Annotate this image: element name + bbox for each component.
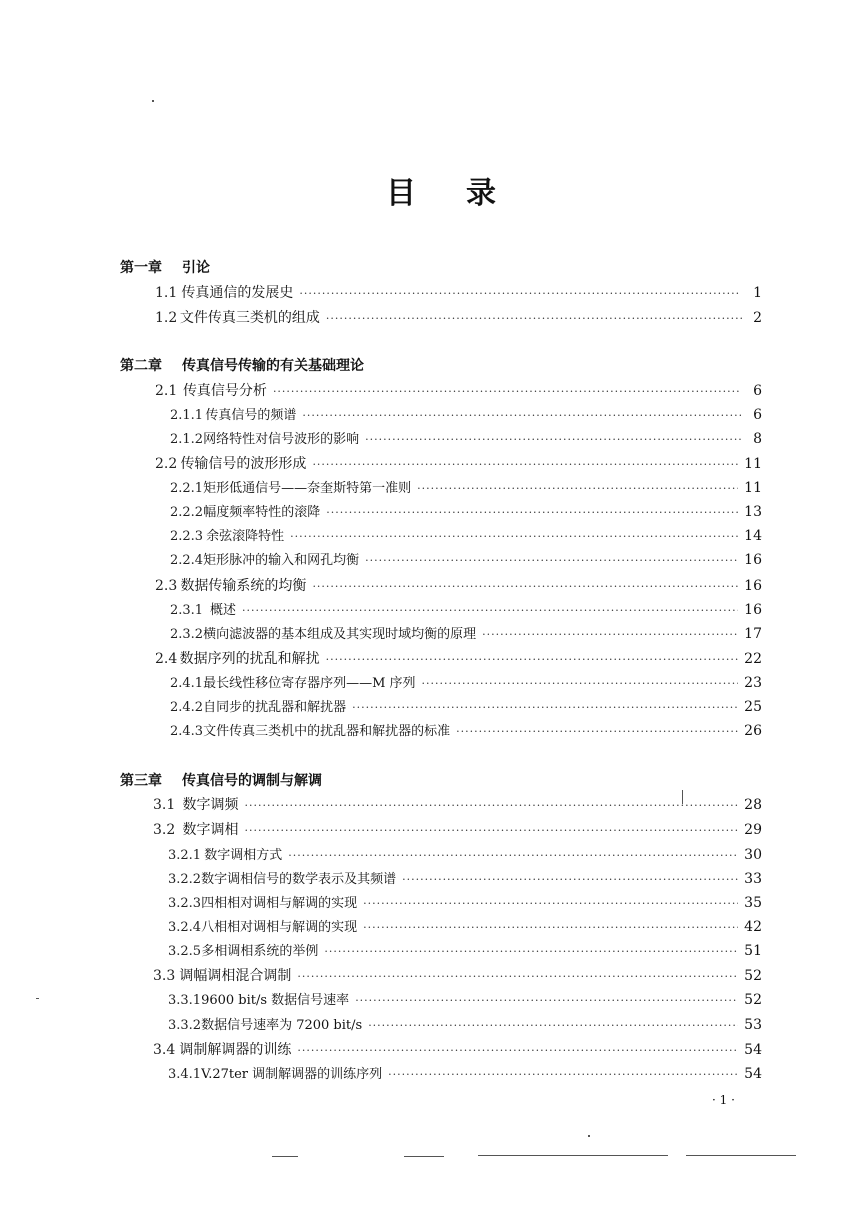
page-number: 53 bbox=[744, 1017, 762, 1033]
scan-speck bbox=[152, 100, 154, 102]
section-number: 1.2 bbox=[155, 310, 178, 326]
toc-entry[interactable] bbox=[168, 1014, 762, 1036]
page-number: 1 bbox=[753, 285, 762, 301]
toc-entry[interactable] bbox=[155, 307, 762, 329]
page-number: 35 bbox=[744, 895, 762, 911]
page-number: 6 bbox=[753, 407, 762, 423]
subsection-label: 网络特性对信号波形的影响 bbox=[203, 432, 360, 447]
page-number: 54 bbox=[744, 1066, 762, 1082]
leader-dots bbox=[297, 966, 738, 988]
toc-entry[interactable] bbox=[170, 696, 762, 718]
toc-entry[interactable] bbox=[170, 549, 762, 571]
leader-dots bbox=[365, 429, 743, 451]
toc-entry[interactable] bbox=[153, 819, 762, 841]
toc-entry[interactable] bbox=[168, 844, 762, 866]
toc-entry[interactable] bbox=[168, 868, 762, 890]
subsection-number: 3.2.4 bbox=[168, 920, 202, 935]
leader-dots bbox=[326, 308, 742, 330]
chapter-number: 第一章 bbox=[120, 260, 162, 276]
subsection-number: 2.3.1 bbox=[170, 603, 204, 618]
leader-dots bbox=[242, 600, 738, 622]
leader-dots bbox=[245, 820, 739, 842]
page-number: 30 bbox=[744, 847, 762, 863]
section-label: 传输信号的波形形成 bbox=[180, 456, 307, 472]
section-number: 2.3 bbox=[155, 578, 178, 594]
leader-dots bbox=[324, 941, 738, 963]
subsection-label: 矩形脉冲的输入和网孔均衡 bbox=[203, 553, 360, 568]
page-number: 33 bbox=[744, 871, 762, 887]
page-number: 11 bbox=[744, 456, 762, 472]
toc-entry[interactable] bbox=[153, 965, 762, 987]
subsection-number: 2.2.2 bbox=[170, 505, 204, 520]
section-number: 2.4 bbox=[155, 651, 178, 667]
toc-entry[interactable] bbox=[155, 575, 762, 597]
page-number: 23 bbox=[744, 675, 762, 691]
chapter-number: 第三章 bbox=[120, 773, 162, 789]
leader-dots bbox=[326, 649, 739, 671]
leader-dots bbox=[388, 1064, 738, 1086]
toc-entry[interactable] bbox=[170, 428, 762, 450]
scan-speck bbox=[272, 1156, 298, 1157]
toc-entry[interactable] bbox=[155, 648, 762, 670]
toc-entry[interactable] bbox=[168, 916, 762, 938]
subsection-number: 3.2.1 bbox=[168, 848, 202, 863]
section-number: 3.4 bbox=[153, 1042, 176, 1058]
subsection-label: 数字调相信号的数学表示及其频谱 bbox=[201, 872, 397, 887]
page-number: 16 bbox=[744, 552, 762, 568]
leader-dots bbox=[363, 917, 738, 939]
page-number: 29 bbox=[744, 822, 762, 838]
leader-dots bbox=[302, 405, 741, 427]
section-label: 传真通信的发展史 bbox=[181, 285, 294, 301]
chapter-heading bbox=[120, 257, 210, 279]
section-label: 数字调相 bbox=[182, 822, 239, 838]
chapter-heading bbox=[120, 355, 364, 377]
subsection-label: 数字调相方式 bbox=[204, 848, 283, 863]
subsection-number: 2.2.4 bbox=[170, 553, 204, 568]
leader-dots bbox=[363, 893, 738, 915]
subsection-label: 四相相对调相与解调的实现 bbox=[201, 896, 358, 911]
toc-entry[interactable] bbox=[170, 623, 762, 645]
subsection-number: 2.2.3 bbox=[170, 529, 204, 544]
subsection-label: 最长线性移位寄存器序列——M 序列 bbox=[203, 676, 416, 691]
subsection-number: 3.2.5 bbox=[168, 944, 202, 959]
subsection-label: 余弦滚降特性 bbox=[206, 529, 285, 544]
leader-dots bbox=[288, 845, 738, 867]
leader-dots bbox=[312, 454, 738, 476]
leader-dots bbox=[482, 624, 738, 646]
leader-dots bbox=[297, 1040, 738, 1062]
leader-dots bbox=[245, 795, 739, 817]
leader-dots bbox=[312, 576, 738, 598]
page-number: 11 bbox=[744, 480, 762, 496]
section-number: 2.2 bbox=[155, 456, 178, 472]
page-number: 13 bbox=[744, 504, 762, 520]
title-char-2: 录 bbox=[466, 176, 496, 211]
page-number: 26 bbox=[744, 723, 762, 739]
leader-dots bbox=[417, 478, 738, 500]
toc-entry[interactable] bbox=[170, 477, 762, 499]
footer-page-marker: · 1 · bbox=[712, 1093, 735, 1107]
subsection-label: 传真信号的频谱 bbox=[205, 408, 297, 423]
page-number: 6 bbox=[753, 383, 762, 399]
section-label: 数据传输系统的均衡 bbox=[180, 578, 307, 594]
toc-entry[interactable] bbox=[170, 720, 762, 742]
subsection-label: 八相相对调相与解调的实现 bbox=[201, 920, 358, 935]
leader-dots bbox=[352, 697, 738, 719]
subsection-number: 2.3.2 bbox=[170, 627, 204, 642]
chapter-title: 传真信号的调制与解调 bbox=[182, 773, 322, 789]
page-number: 22 bbox=[744, 651, 762, 667]
subsection-number: 3.2.3 bbox=[168, 896, 202, 911]
scan-speck bbox=[588, 1135, 590, 1137]
leader-dots bbox=[422, 673, 739, 695]
chapter-heading bbox=[120, 770, 322, 792]
chapter-title: 传真信号传输的有关基础理论 bbox=[182, 358, 364, 374]
subsection-number: 3.3.2 bbox=[168, 1018, 202, 1033]
section-number: 3.3 bbox=[153, 968, 176, 984]
toc-entry[interactable] bbox=[153, 794, 762, 816]
toc-entry[interactable] bbox=[170, 672, 762, 694]
page-number: 52 bbox=[744, 968, 762, 984]
subsection-label: 横向滤波器的基本组成及其实现时域均衡的原理 bbox=[203, 627, 477, 642]
section-label: 调幅调相混合调制 bbox=[179, 968, 292, 984]
chapter-title: 引论 bbox=[182, 260, 210, 276]
section-label: 数据序列的扰乱和解扰 bbox=[179, 651, 320, 667]
subsection-label: V.27ter 调制解调器的训练序列 bbox=[201, 1067, 383, 1082]
toc-entry[interactable] bbox=[168, 892, 762, 914]
page-number: 16 bbox=[744, 578, 762, 594]
section-label: 数字调频 bbox=[182, 797, 239, 813]
leader-dots bbox=[326, 502, 738, 524]
leader-dots bbox=[402, 869, 738, 891]
subsection-number: 2.2.1 bbox=[170, 481, 204, 496]
subsection-label: 9600 bit/s 数据信号速率 bbox=[201, 993, 350, 1008]
subsection-number: 2.4.1 bbox=[170, 676, 204, 691]
page-number: 28 bbox=[744, 797, 762, 813]
scan-speck bbox=[36, 998, 39, 999]
subsection-number: 3.3.1 bbox=[168, 993, 202, 1008]
leader-dots bbox=[456, 721, 738, 743]
scan-speck bbox=[404, 1156, 444, 1157]
section-number: 2.1 bbox=[155, 383, 178, 399]
section-number: 1.1 bbox=[155, 285, 178, 301]
subsection-number: 3.2.2 bbox=[168, 872, 202, 887]
title-char-1: 目 bbox=[386, 176, 416, 211]
toc-entry[interactable] bbox=[168, 1063, 762, 1085]
leader-dots bbox=[355, 990, 738, 1012]
page-number: 54 bbox=[744, 1042, 762, 1058]
toc-entry[interactable] bbox=[155, 453, 762, 475]
page-number: 51 bbox=[744, 943, 762, 959]
page-number: 14 bbox=[744, 528, 762, 544]
toc-entry[interactable] bbox=[170, 525, 762, 547]
subsection-number: 2.1.2 bbox=[170, 432, 204, 447]
page-number: 2 bbox=[753, 310, 762, 326]
toc-entry[interactable] bbox=[155, 380, 762, 402]
page-number: 8 bbox=[753, 431, 762, 447]
section-label: 调制解调器的训练 bbox=[179, 1042, 292, 1058]
page-number: 17 bbox=[744, 626, 762, 642]
toc-entry[interactable] bbox=[170, 599, 762, 621]
page-number: 52 bbox=[744, 992, 762, 1008]
subsection-label: 幅度频率特性的滚降 bbox=[203, 505, 321, 520]
subsection-label: 多相调相系统的举例 bbox=[201, 944, 319, 959]
toc-entry[interactable] bbox=[168, 989, 762, 1011]
subsection-label: 数据信号速率为 7200 bit/s bbox=[201, 1018, 363, 1033]
subsection-label: 自同步的扰乱器和解扰器 bbox=[203, 700, 347, 715]
leader-dots bbox=[290, 526, 738, 548]
toc-entry[interactable] bbox=[168, 940, 762, 962]
section-label: 文件传真三类机的组成 bbox=[179, 310, 320, 326]
subsection-number: 2.4.2 bbox=[170, 700, 204, 715]
section-number: 3.1 bbox=[153, 797, 176, 813]
chapter-number: 第二章 bbox=[120, 358, 162, 374]
toc-entry[interactable] bbox=[170, 404, 762, 426]
leader-dots bbox=[365, 550, 738, 572]
page-number: 42 bbox=[744, 919, 762, 935]
leader-dots bbox=[273, 381, 740, 403]
subsection-number: 2.4.3 bbox=[170, 724, 204, 739]
section-label: 传真信号分析 bbox=[182, 383, 267, 399]
page-number: 25 bbox=[744, 699, 762, 715]
toc-entry[interactable] bbox=[155, 282, 762, 304]
page-number: 16 bbox=[744, 602, 762, 618]
subsection-label: 矩形低通信号——奈奎斯特第一准则 bbox=[203, 481, 412, 496]
leader-dots bbox=[368, 1015, 738, 1037]
section-number: 3.2 bbox=[153, 822, 176, 838]
toc-entry[interactable] bbox=[170, 501, 762, 523]
leader-dots bbox=[299, 283, 741, 305]
scan-speck bbox=[682, 790, 683, 804]
subsection-label: 文件传真三类机中的扰乱器和解扰器的标准 bbox=[203, 724, 451, 739]
subsection-number: 2.1.1 bbox=[170, 408, 204, 423]
scan-speck bbox=[478, 1155, 668, 1156]
subsection-number: 3.4.1 bbox=[168, 1067, 202, 1082]
subsection-label: 概述 bbox=[210, 603, 237, 618]
toc-entry[interactable] bbox=[153, 1039, 762, 1061]
scan-speck bbox=[686, 1155, 796, 1156]
